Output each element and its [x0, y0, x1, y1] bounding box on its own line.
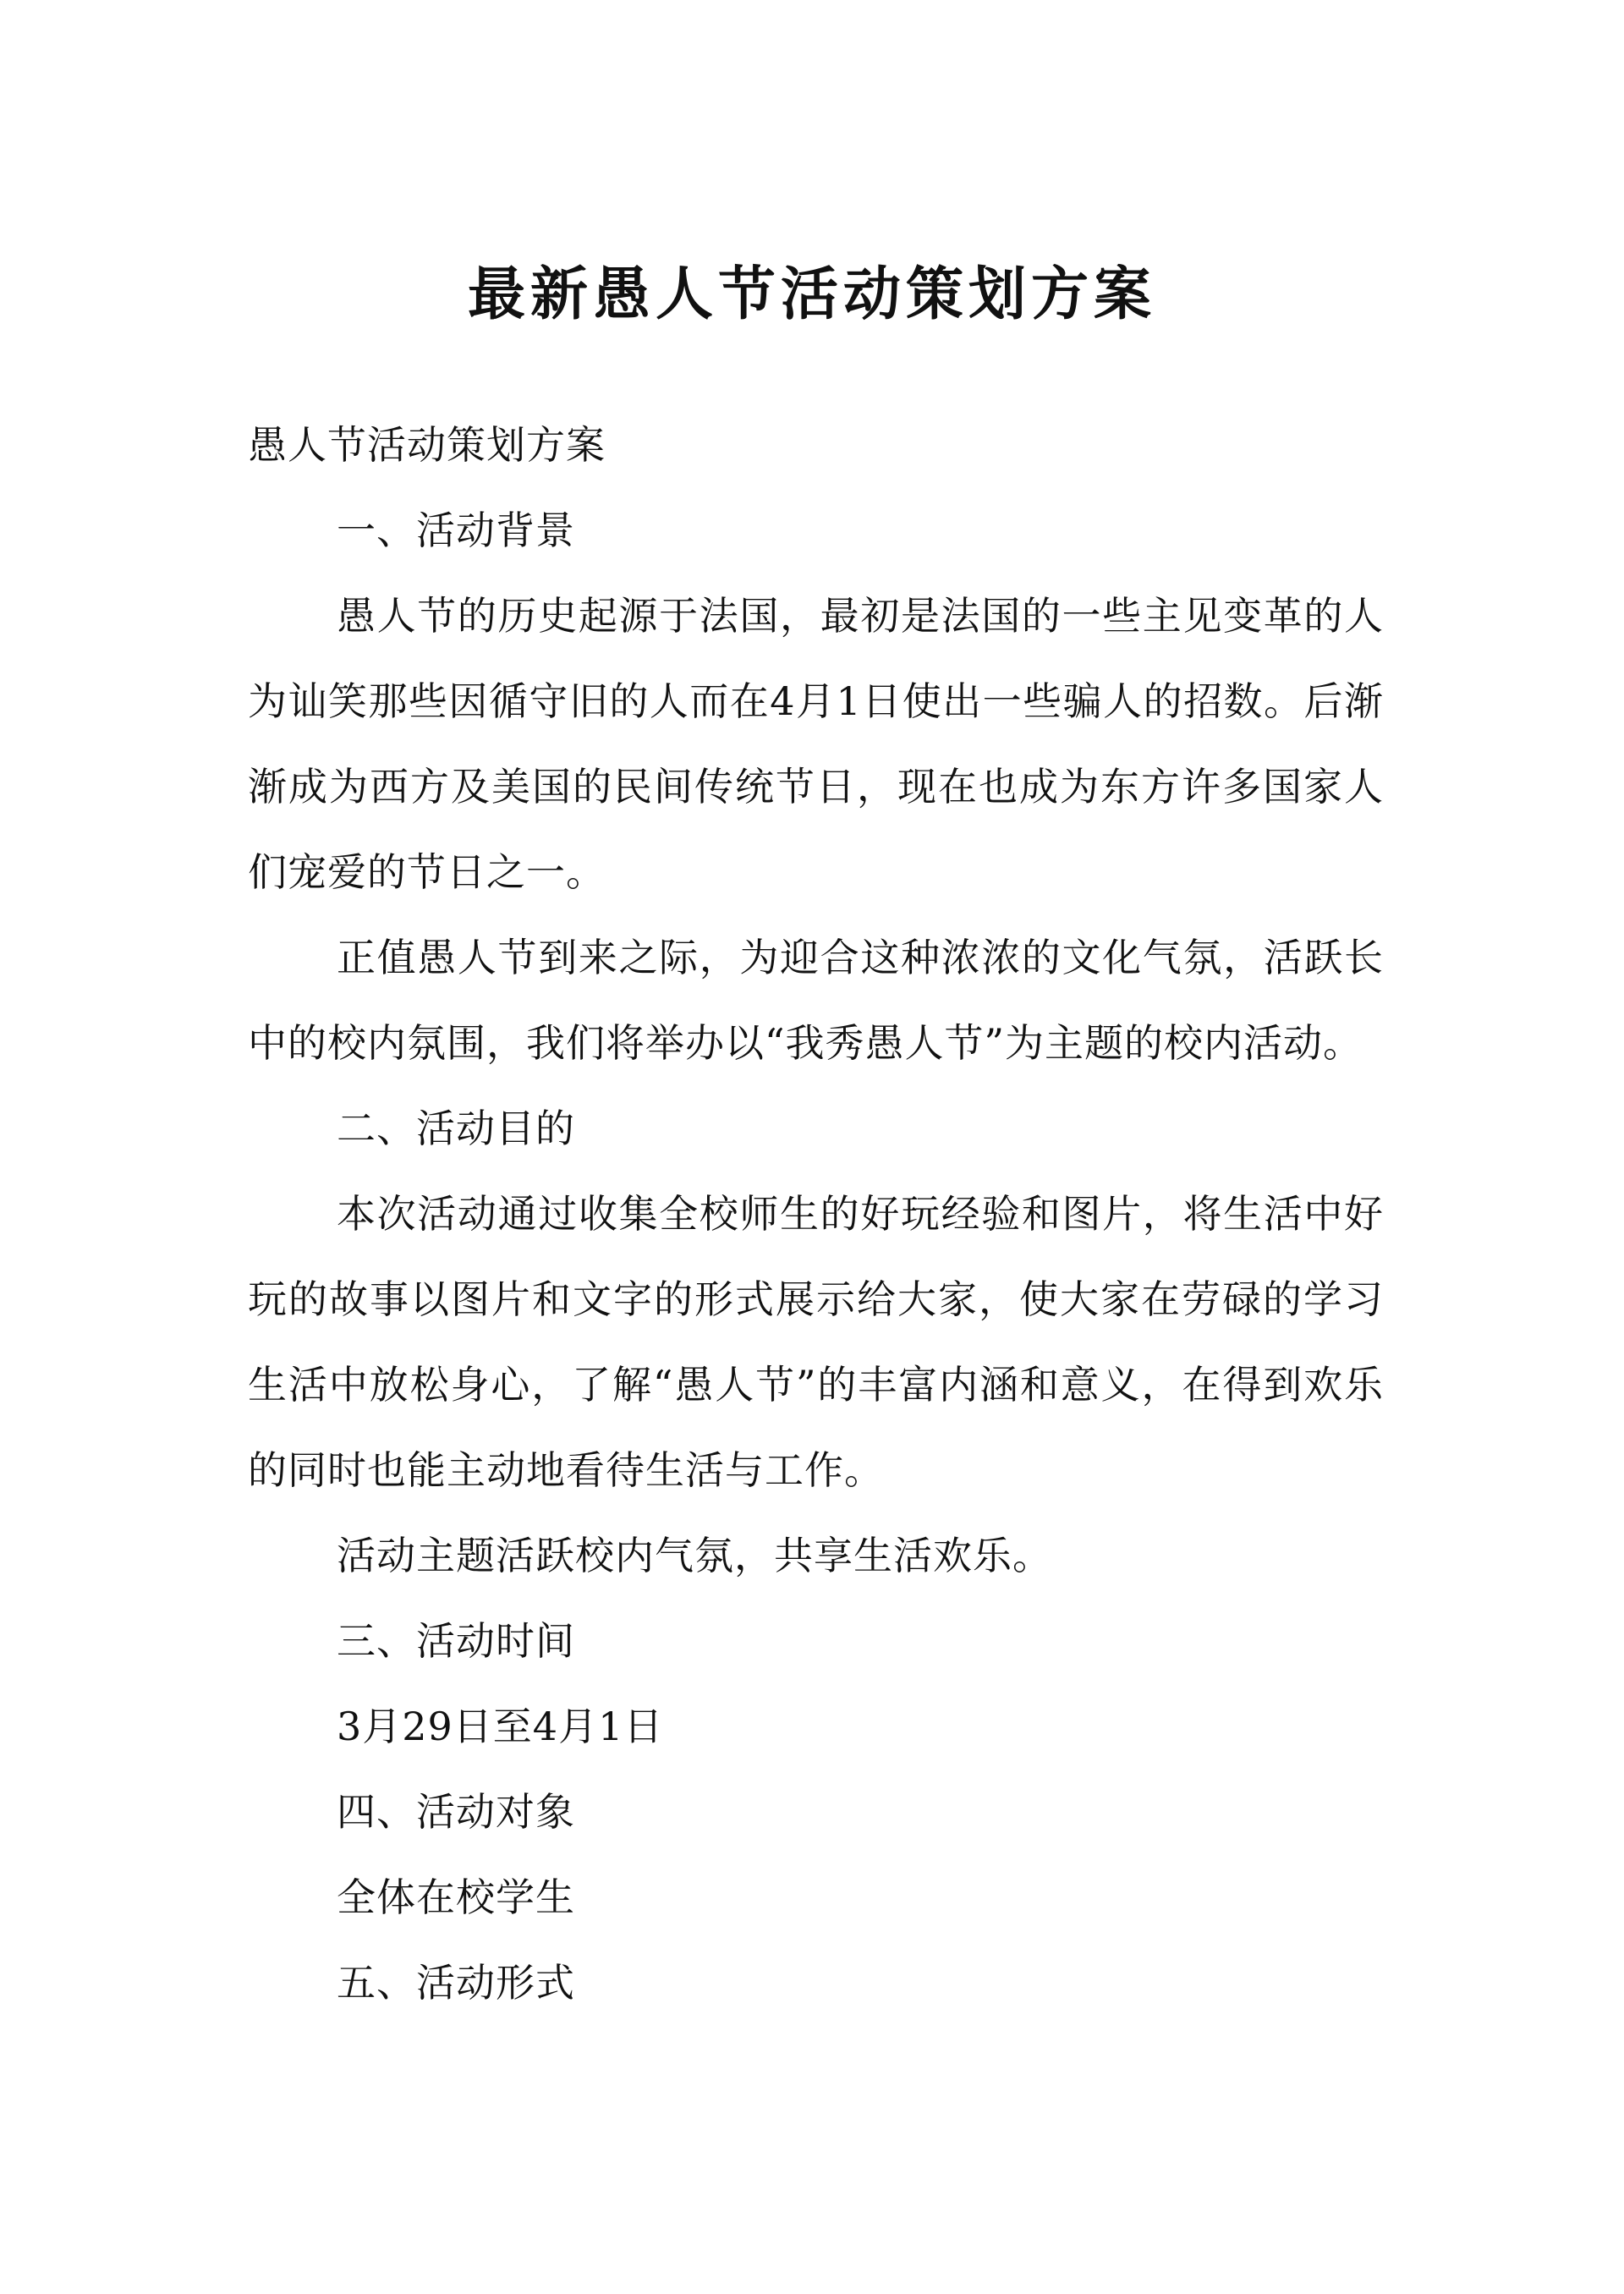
section-heading-format: 五、活动形式: [337, 1960, 575, 2006]
paragraph-audience: 全体在校学生: [337, 1874, 575, 1920]
section-heading-time: 三、活动时间: [337, 1618, 575, 1664]
document-title: 最新愚人节活动策划方案: [467, 261, 1156, 328]
section-heading-background: 一、活动背景: [337, 508, 575, 553]
paragraph-theme: 活动主题活跃校内气氛，共享生活欢乐。: [337, 1533, 1052, 1578]
paragraph-time: 3月29日至4月1日: [337, 1704, 664, 1749]
section-heading-purpose: 二、活动目的: [337, 1106, 575, 1151]
section-heading-audience: 四、活动对象: [337, 1789, 575, 1835]
paragraph-purpose: 本次活动通过收集全校师生的好玩经验和图片，将生活中好玩的故事以图片和文字的形式展示给大家，使大家在劳碌的学习生活中放松身心，了解“愚人节”的丰富内涵和意义，在得到欢乐的同时也能主动地看待生活与工作。: [248, 1191, 1384, 1493]
paragraph-subtitle: 愚人节活动策划方案: [248, 422, 606, 468]
document-body: [248, 403, 1384, 2026]
paragraph-occasion: 正值愚人节到来之际，为迎合这种浓浓的文化气氛，活跃长中的校内氛围，我们将举办以“我秀愚人节”为主题的校内活动。: [248, 935, 1384, 1066]
paragraph-background: 愚人节的历史起源于法国，最初是法国的一些主见变革的人为讪笑那些因循守旧的人而在4月1日使出一些骗人的招数。后渐渐成为西方及美国的民间传统节日，现在也成为东方许多国家人们宠爱的节日之一。: [248, 593, 1384, 895]
